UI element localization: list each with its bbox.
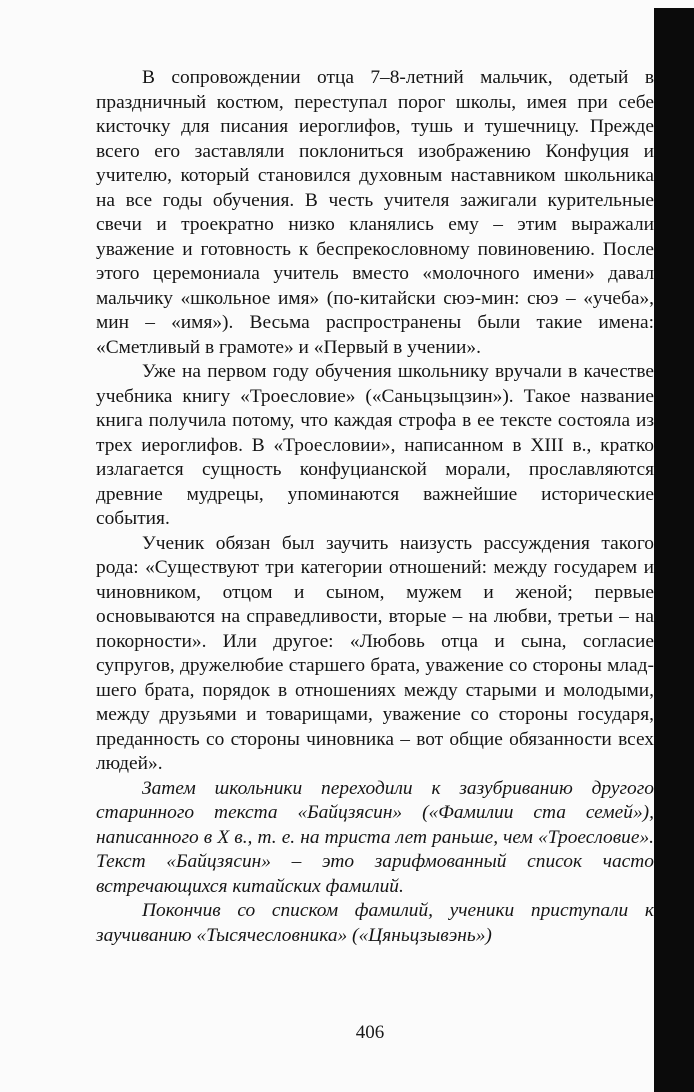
binding-shadow bbox=[654, 8, 694, 1092]
page-number: 406 bbox=[355, 1022, 385, 1043]
paragraph-1: В сопровождении отца 7–8-летний мальчик, одетый в праздничный костюм, переступал порог школы, имея при себе кисточку для писания иероглифов, тушь и тушечницу. Прежде всего его заставляли поклониться изображению Конфуция и учителю, который становился духовным наставником школьника на все годы обучения. В честь учителя зажигали курительные свечи и троекратно низко кланялись ему – этим выражали уважение и готовность к беспрекословному повиновению. После этого церемониала учитель вместо «молочного имени» давал мальчику «школьное имя» (по-китайски сюэ-мин: сюэ – «учеба», мин – «имя»). Весьма распространены были такие имена: «Сметливый в грамоте» и «Первый в учении». bbox=[96, 67, 654, 358]
body-text bbox=[96, 66, 654, 948]
paragraph-5: Покончив со списком фамилий, ученики приступали к заучиванию «Тысячесловника» («Цяньцзывэнь») bbox=[96, 900, 654, 946]
paragraph-3: Ученик обязан был заучить наизусть рассуждения такого рода: «Существуют три категории отношений: между государем и чиновником, отцом и сыном, мужем и женой; первые основываются на справедливости, вторые – на любви, третьи – на покорности». Или другое: «Любовь отца и сына, согласие супругов, дружелюбие старшего брата, уважение со стороны младшего брата, порядок в отношениях между старыми и молодыми, между друзьями и товарищами, уважение со стороны государя, преданность со стороны чиновника – вот общие обязанности всех людей». bbox=[96, 532, 654, 774]
paragraph-2: Уже на первом году обучения школьнику вручали в качестве учебника книгу «Троесловие» («Саньцзыцзин»). Такое название книга получила потому, что каждая строфа в ее тексте состояла из трех иероглифов. В «Троесловии», написанном в XIII в., кратко излагается сущность конфуцианской морали, прославляются древние мудрецы, упоминаются важнейшие исторические события. bbox=[96, 361, 654, 529]
paragraph-4: Затем школьники переходили к зазубриванию другого старинного текста «Байцзясин» («Фамилии ста семей»), написанного в X в., т. е. на триста лет раньше, чем «Троесловие». Текст «Байцзясин» – это зарифмованный список часто встречающихся китайских фамилий. bbox=[96, 777, 654, 897]
